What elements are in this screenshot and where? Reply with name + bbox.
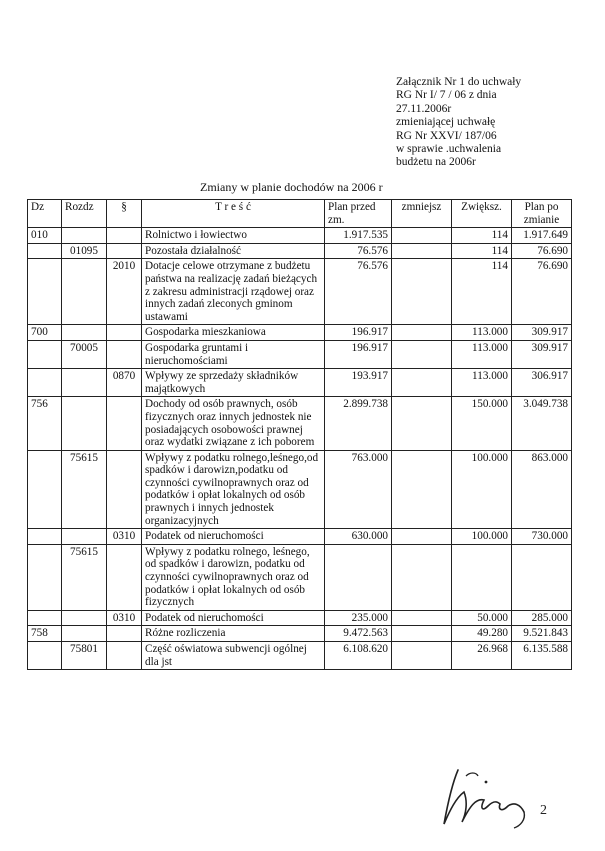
- cell-dz: 700: [28, 325, 62, 341]
- cell-plan-przed: 6.108.620: [325, 642, 392, 670]
- cell-dz: [28, 642, 62, 670]
- cell-zwieksz: 113.000: [452, 369, 512, 397]
- cell-paragraph: [107, 397, 142, 450]
- cell-dz: 010: [28, 228, 62, 244]
- cell-dz: [28, 529, 62, 545]
- cell-dz: [28, 369, 62, 397]
- cell-dz: 756: [28, 397, 62, 450]
- table-row: [28, 642, 572, 670]
- signature-suffix: 2: [540, 803, 547, 818]
- cell-rozdz: [62, 228, 107, 244]
- annex-line: w sprawie .uchwalenia: [396, 143, 502, 156]
- cell-plan-po: 76.690: [512, 243, 572, 259]
- cell-rozdz: [62, 626, 107, 642]
- cell-plan-po: 306.917: [512, 369, 572, 397]
- cell-rozdz: [62, 529, 107, 545]
- cell-paragraph: 0310: [107, 529, 142, 545]
- cell-zwieksz: 50.000: [452, 610, 512, 626]
- cell-tresc: Gospodarka gruntami i nieruchomościami: [142, 340, 325, 368]
- cell-zmniejsz: [392, 529, 452, 545]
- cell-plan-po: 76.690: [512, 259, 572, 325]
- cell-zwieksz: 114: [452, 228, 512, 244]
- annex-line: budżetu na 2006r: [396, 156, 476, 169]
- cell-plan-przed: 1.917.535: [325, 228, 392, 244]
- header-dz: Dz: [28, 200, 62, 228]
- cell-plan-po: 285.000: [512, 610, 572, 626]
- cell-zmniejsz: [392, 325, 452, 341]
- cell-plan-po: 309.917: [512, 325, 572, 341]
- cell-zmniejsz: [392, 626, 452, 642]
- cell-tresc: Rolnictwo i łowiectwo: [142, 228, 325, 244]
- cell-zmniejsz: [392, 544, 452, 610]
- cell-plan-przed: 196.917: [325, 325, 392, 341]
- cell-zmniejsz: [392, 340, 452, 368]
- cell-zwieksz: 113.000: [452, 340, 512, 368]
- document-title: Zmiany w planie dochodów na 2006 r: [200, 180, 383, 194]
- table-row: [28, 325, 572, 341]
- cell-zwieksz: 113.000: [452, 325, 512, 341]
- cell-dz: [28, 259, 62, 325]
- cell-rozdz: [62, 397, 107, 450]
- cell-zmniejsz: [392, 450, 452, 529]
- cell-paragraph: [107, 626, 142, 642]
- cell-plan-przed: 76.576: [325, 259, 392, 325]
- cell-zmniejsz: [392, 642, 452, 670]
- cell-plan-przed: 630.000: [325, 529, 392, 545]
- table-row: [28, 259, 572, 325]
- signature-mark: [420, 762, 570, 832]
- cell-paragraph: [107, 228, 142, 244]
- cell-zmniejsz: [392, 610, 452, 626]
- header-plan-po: Plan po zmianie: [512, 200, 572, 228]
- cell-zmniejsz: [392, 259, 452, 325]
- cell-rozdz: [62, 259, 107, 325]
- table-row: [28, 610, 572, 626]
- table-row: [28, 450, 572, 529]
- cell-tresc: Wpływy z podatku rolnego,leśnego,od spadków i darowizn,podatku od czynności cywilnoprawnych oraz od podatków i opłat lokalnych od osób prawnych i innych jednostek organizacyjnych: [142, 450, 325, 529]
- cell-zwieksz: 100.000: [452, 450, 512, 529]
- annex-line: RG Nr XXVI/ 187/06: [396, 129, 497, 142]
- cell-plan-przed: 9.472.563: [325, 626, 392, 642]
- cell-zwieksz: 26.968: [452, 642, 512, 670]
- cell-rozdz: 70005: [62, 340, 107, 368]
- table-row: [28, 544, 572, 610]
- cell-zwieksz: 100.000: [452, 529, 512, 545]
- annex-line: zmieniającej uchwałę: [396, 116, 496, 129]
- cell-paragraph: [107, 243, 142, 259]
- cell-plan-po: 309.917: [512, 340, 572, 368]
- cell-plan-przed: 193.917: [325, 369, 392, 397]
- cell-plan-po: 863.000: [512, 450, 572, 529]
- cell-paragraph: 2010: [107, 259, 142, 325]
- cell-dz: 758: [28, 626, 62, 642]
- cell-plan-przed: 235.000: [325, 610, 392, 626]
- cell-plan-po: 3.049.738: [512, 397, 572, 450]
- header-rozdz: Rozdz: [62, 200, 107, 228]
- cell-paragraph: 0870: [107, 369, 142, 397]
- cell-dz: [28, 544, 62, 610]
- cell-plan-po: 1.917.649: [512, 228, 572, 244]
- cell-paragraph: [107, 450, 142, 529]
- cell-tresc: Gospodarka mieszkaniowa: [142, 325, 325, 341]
- cell-dz: [28, 243, 62, 259]
- cell-plan-przed: 76.576: [325, 243, 392, 259]
- cell-plan-po: 9.521.843: [512, 626, 572, 642]
- cell-rozdz: [62, 325, 107, 341]
- cell-rozdz: 75615: [62, 450, 107, 529]
- cell-zwieksz: 49.280: [452, 626, 512, 642]
- cell-tresc: Dotacje celowe otrzymane z budżetu państwa na realizację zadań bieżących z zakresu administracji rządowej oraz innych zadań zleconych gminom ustawami: [142, 259, 325, 325]
- cell-dz: [28, 450, 62, 529]
- cell-zmniejsz: [392, 397, 452, 450]
- cell-tresc: Część oświatowa subwencji ogólnej dla jst: [142, 642, 325, 670]
- cell-tresc: Pozostała działalność: [142, 243, 325, 259]
- header-zmniejsz: zmniejsz: [392, 200, 452, 228]
- cell-tresc: Wpływy ze sprzedaży składników majątkowych: [142, 369, 325, 397]
- cell-zwieksz: 150.000: [452, 397, 512, 450]
- cell-plan-przed: 196.917: [325, 340, 392, 368]
- cell-plan-po: [512, 544, 572, 610]
- cell-rozdz: [62, 610, 107, 626]
- annex-line: RG Nr I/ 7 / 06 z dnia: [396, 89, 497, 102]
- annex-line: Załącznik Nr 1 do uchwały: [396, 76, 522, 88]
- cell-paragraph: [107, 544, 142, 610]
- cell-zwieksz: 114: [452, 243, 512, 259]
- header-paragraph: §: [107, 200, 142, 228]
- cell-paragraph: [107, 325, 142, 341]
- header-tresc: T r e ś ć: [142, 200, 325, 228]
- header-zwieksz: Zwiększ.: [452, 200, 512, 228]
- annex-header: [396, 76, 576, 170]
- table-row: [28, 369, 572, 397]
- cell-zmniejsz: [392, 369, 452, 397]
- cell-tresc: Różne rozliczenia: [142, 626, 325, 642]
- cell-paragraph: 0310: [107, 610, 142, 626]
- cell-rozdz: [62, 369, 107, 397]
- annex-line: 27.11.2006r: [396, 102, 452, 115]
- cell-zwieksz: [452, 544, 512, 610]
- cell-plan-przed: [325, 544, 392, 610]
- cell-rozdz: 01095: [62, 243, 107, 259]
- cell-dz: [28, 340, 62, 368]
- cell-plan-przed: 2.899.738: [325, 397, 392, 450]
- header-plan-przed: Plan przed zm.: [325, 200, 392, 228]
- cell-zwieksz: 114: [452, 259, 512, 325]
- cell-rozdz: 75615: [62, 544, 107, 610]
- cell-tresc: Dochody od osób prawnych, osób fizycznych oraz innych jednostek nie posiadających osobowości prawnej oraz wydatki związane z ich poborem: [142, 397, 325, 450]
- cell-tresc: Podatek od nieruchomości: [142, 529, 325, 545]
- table-row: [28, 228, 572, 244]
- table-row: [28, 397, 572, 450]
- cell-tresc: Podatek od nieruchomości: [142, 610, 325, 626]
- table-row: [28, 529, 572, 545]
- table-header-row: [28, 200, 572, 228]
- cell-plan-przed: 763.000: [325, 450, 392, 529]
- cell-rozdz: 75801: [62, 642, 107, 670]
- revenue-changes-table: [27, 199, 572, 670]
- table-row: [28, 243, 572, 259]
- cell-zmniejsz: [392, 243, 452, 259]
- cell-zmniejsz: [392, 228, 452, 244]
- cell-tresc: Wpływy z podatku rolnego, leśnego, od spadków i darowizn, podatku od czynności cywilnoprawnych oraz od podatków i opłat lokalnych od osób fizycznych: [142, 544, 325, 610]
- cell-plan-po: 730.000: [512, 529, 572, 545]
- cell-paragraph: [107, 642, 142, 670]
- table-row: [28, 626, 572, 642]
- cell-dz: [28, 610, 62, 626]
- cell-plan-po: 6.135.588: [512, 642, 572, 670]
- table-row: [28, 340, 572, 368]
- cell-paragraph: [107, 340, 142, 368]
